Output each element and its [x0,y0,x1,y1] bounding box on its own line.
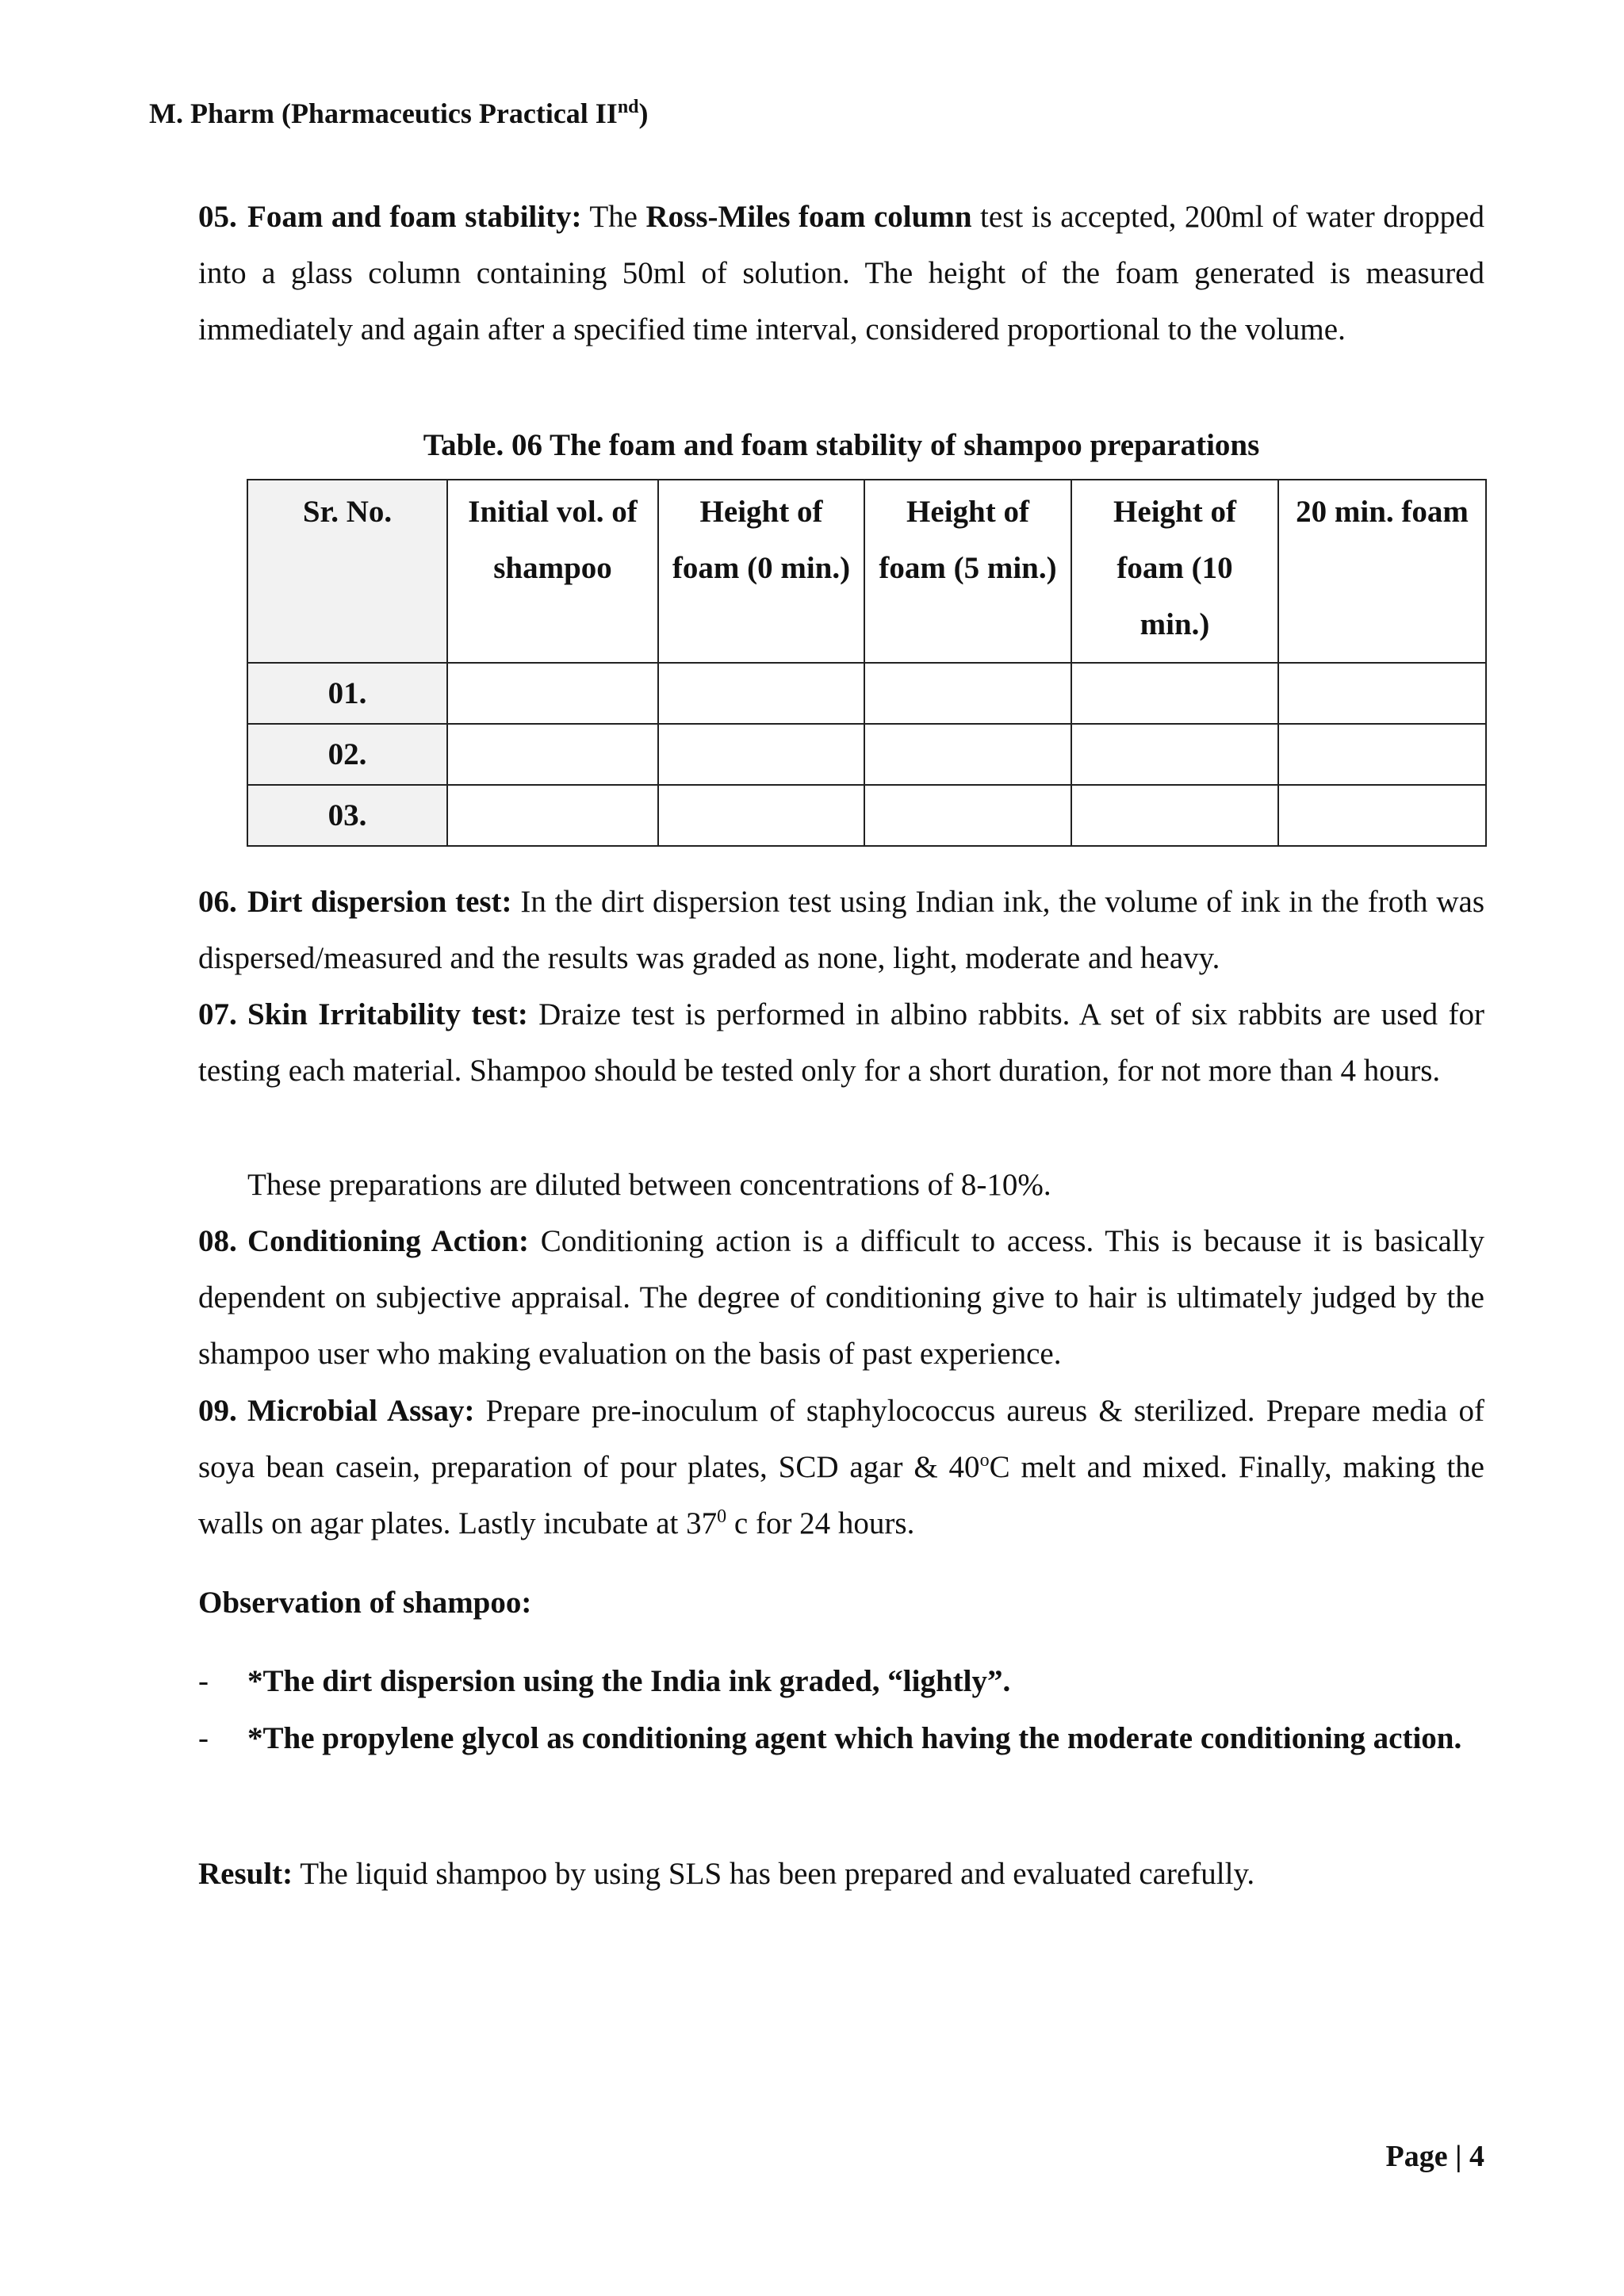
table-cell [1278,663,1486,724]
page-number: Page | 4 [1385,2140,1484,2173]
header-superscript: nd [617,97,639,117]
section-08-number: 08. [198,1224,237,1258]
section-07-text: Draize test is performed in albino rabbits. A set of six rabbits are used for testing each material. Shampoo should be tested only for a short duration, for not more than 4 hours. [198,997,1484,1088]
row-serial: 01. [247,663,447,724]
bullet-dash: - [198,1721,209,1755]
row-serial: 03. [247,785,447,846]
header-20-min-foam: 20 min. foam [1278,480,1486,663]
header-initial-volume: Initial vol. of shampoo [447,480,658,663]
running-header [149,94,649,133]
section-07-skin-irritability [198,986,1484,1099]
section-08-conditioning-action [198,1213,1484,1382]
header-foam-5-min: Height of foam (5 min.) [864,480,1071,663]
section-05-foam-stability [198,189,1484,358]
temperature-superscript: 0 [717,1506,727,1527]
table-cell [658,663,864,724]
section-09-text-2: C melt and mixed. Finally, making the walls on agar plates. Lastly incubate at 37 [198,1450,1484,1540]
table-cell [658,785,864,846]
section-09-text-3: c for 24 hours. [726,1506,915,1540]
section-09-heading: Microbial Assay: [247,1394,475,1428]
section-05-bold-term: Ross-Miles foam column [645,200,972,234]
result-text: The liquid shampoo by using SLS has been prepared and evaluated carefully. [293,1857,1255,1891]
header-foam-10-min: Height of foam (10 min.) [1071,480,1278,663]
table-cell [447,663,658,724]
bullet-text: *The dirt dispersion using the India ink graded, “lightly”. [247,1664,1011,1698]
table-cell [447,785,658,846]
bullet-text: *The propylene glycol as conditioning agent which having the moderate conditioning action. [247,1721,1462,1755]
table-cell [1071,724,1278,785]
section-06-number: 06. [198,885,237,919]
section-07-heading: Skin Irritability test: [247,997,528,1031]
table-row [247,724,1486,785]
table-row [247,785,1486,846]
result-paragraph [198,1846,1254,1902]
header-title: M. Pharm (Pharmaceutics Practical II [149,98,618,129]
table-header-row [247,480,1486,663]
section-09-microbial-assay [198,1383,1484,1552]
table-cell [658,724,864,785]
table-cell [864,785,1071,846]
section-05-text-1: The [581,200,646,234]
section-07-number: 07. [198,997,237,1031]
table-cell [1071,663,1278,724]
result-label: Result: [198,1857,293,1891]
table-cell [1278,724,1486,785]
section-05-heading: Foam and foam stability: [247,200,582,234]
section-07-dilution-note: These preparations are diluted between concentrations of 8-10%. [247,1168,1051,1202]
section-06-text: In the dirt dispersion test using Indian ink, the volume of ink in the froth was dispersed/measured and the results was graded as none, light, moderate and heavy. [198,885,1484,975]
section-09-text-1: Prepare pre-inoculum of staphylococcus aureus & sterilized. Prepare media of soya bean casein, preparation of pour plates, SCD agar & 40 [198,1394,1484,1484]
table-caption: Table. 06 The foam and foam stability of shampoo preparations [423,428,1260,462]
foam-stability-table [247,479,1487,847]
section-06-heading: Dirt dispersion test: [247,885,512,919]
section-05-number: 05. [198,200,237,234]
observation-heading: Observation of shampoo: [198,1586,532,1620]
table-cell [864,663,1071,724]
section-09-number: 09. [198,1394,237,1428]
table-cell [447,724,658,785]
row-serial: 02. [247,724,447,785]
observation-bullet-1 [198,1653,1484,1709]
table-cell [864,724,1071,785]
section-08-heading: Conditioning Action: [247,1224,529,1258]
section-08-text: Conditioning action is a difficult to access. This is because it is basically dependent on subjective appraisal. The degree of conditioning give to hair is ultimately judged by the shampoo user who making evaluation on the basis of past experience. [198,1224,1484,1371]
table-row [247,663,1486,724]
degree-superscript: o [979,1450,990,1471]
header-close: ) [638,98,649,129]
section-06-dirt-dispersion [198,874,1484,986]
observation-bullet-2 [198,1710,1484,1766]
header-foam-0-min: Height of foam (0 min.) [658,480,864,663]
header-sr-no: Sr. No. [247,480,447,663]
section-05-text-2: test is accepted, 200ml of water dropped into a glass column containing 50ml of solution. The height of the foam generated is measured immediately and again after a specified time interval, considered proportional to the volume. [198,200,1484,346]
bullet-dash: - [198,1664,209,1698]
table-cell [1071,785,1278,846]
table-cell [1278,785,1486,846]
